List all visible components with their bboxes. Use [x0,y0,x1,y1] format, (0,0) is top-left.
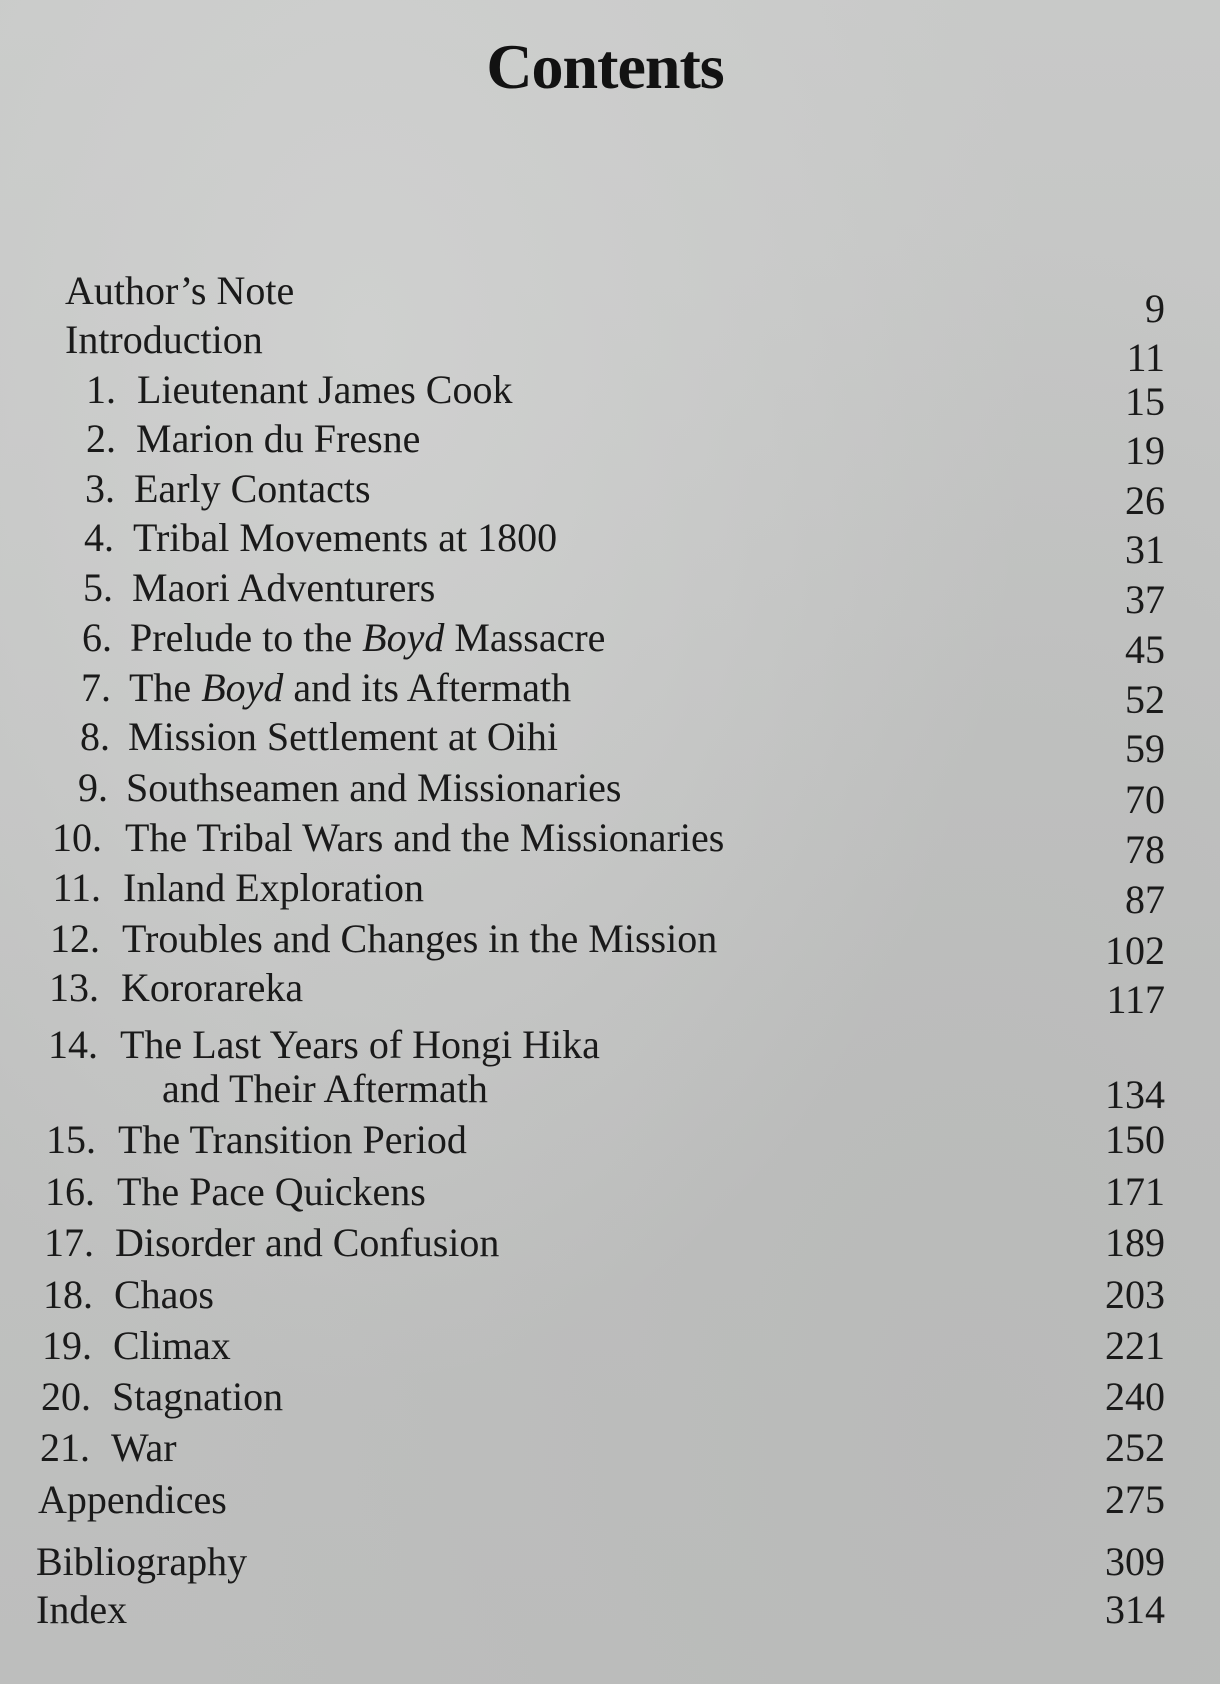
toc-chapter-number: 10. [52,815,102,860]
toc-page-number: 31 [1125,527,1165,572]
toc-page-number: 26 [1125,478,1165,523]
toc-page-number: 134 [1105,1072,1165,1117]
toc-entry-title: Disorder and Confusion [115,1220,500,1265]
toc-entry-chapter-7[interactable] [0,663,1220,722]
toc-entry-title: Inland Exploration [123,865,425,910]
toc-entry-chapter-9[interactable] [0,763,1220,822]
toc-page-number: 45 [1125,627,1165,672]
toc-entry-title: Tribal Movements at 1800 [133,515,558,560]
toc-page-number: 52 [1125,677,1165,722]
toc-chapter-number: 7. [81,665,111,710]
toc-entry-title: Author’s Note [65,268,295,313]
toc-entry-title: Early Contacts [134,466,371,511]
toc-entry-title-part: Prelude to the [130,615,363,660]
toc-chapter-number: 3. [85,466,115,511]
toc-entry-authors-note[interactable] [0,266,1220,331]
toc-entry-chapter-20[interactable] [0,1372,1220,1422]
toc-entry-title: Kororareka [121,965,304,1010]
toc-entry-chapter-17[interactable] [0,1218,1220,1268]
toc-page-number: 59 [1125,726,1165,771]
toc-entry-title-continuation: and Their Aftermath [162,1066,488,1111]
toc-entry-bibliography[interactable] [0,1537,1220,1587]
toc-chapter-number: 1. [86,367,116,412]
toc-entry-chapter-18[interactable] [0,1270,1220,1320]
page-title: Contents [486,31,724,102]
toc-page-number: 189 [1105,1220,1165,1265]
toc-entry-chapter-15[interactable] [0,1115,1220,1165]
toc-page-number: 203 [1105,1272,1165,1317]
toc-entry-title-part: The [129,665,202,710]
toc-entry-title: The Transition Period [118,1117,467,1162]
toc-entry-chapter-12[interactable] [0,914,1220,973]
toc-page-number: 15 [1125,379,1165,424]
toc-entry-title-part: Massacre [444,615,606,660]
toc-chapter-number: 14. [48,1022,98,1067]
toc-entry-title-italic: Boyd [201,665,284,710]
toc-entry-chapter-21[interactable] [0,1423,1220,1473]
toc-chapter-number: 8. [80,714,110,759]
toc-chapter-number: 17. [44,1220,94,1265]
toc-page-number: 117 [1106,977,1165,1022]
toc-page-number: 102 [1105,928,1165,973]
toc-entry-title: Climax [113,1323,231,1368]
toc-entry-chapter-5[interactable] [0,563,1220,622]
toc-chapter-number: 20. [41,1374,91,1419]
toc-page-number: 87 [1125,877,1165,922]
toc-entry-title: Maori Adventurers [132,565,436,610]
toc-chapter-number: 12. [50,916,100,961]
toc-chapter-number: 11. [52,865,101,910]
toc-page-number: 11 [1126,335,1165,380]
toc-entry-title: Appendices [38,1477,227,1522]
toc-entry-chapter-10[interactable] [0,813,1220,872]
toc-entry-chapter-19[interactable] [0,1321,1220,1371]
toc-entry-title: Stagnation [112,1374,284,1419]
toc-page-number: 78 [1125,827,1165,872]
toc-entry-title: Troubles and Changes in the Mission [122,916,718,961]
toc-entry-chapter-8[interactable] [0,712,1220,771]
toc-page-number: 9 [1145,286,1165,331]
toc-entry-title: Lieutenant James Cook [137,367,513,412]
toc-entry-title: Marion du Fresne [136,416,421,461]
toc-entry-index[interactable] [0,1585,1220,1635]
toc-entry-chapter-4[interactable] [0,513,1220,572]
toc-entry-chapter-6[interactable] [0,613,1220,672]
toc-chapter-number: 21. [40,1425,90,1470]
toc-entry-title: Introduction [65,317,263,362]
toc-chapter-number: 4. [84,515,114,560]
toc-chapter-number: 15. [46,1117,96,1162]
toc-entry-title: Chaos [114,1272,214,1317]
toc-page-number: 309 [1105,1539,1165,1584]
toc-entry-title: Mission Settlement at Oihi [128,714,558,759]
toc-entry-chapter-11[interactable] [0,863,1220,922]
toc-chapter-number: 13. [49,965,99,1010]
toc-page-number: 70 [1125,777,1165,822]
toc-page-number: 275 [1105,1477,1165,1522]
toc-entry-title: Southseamen and Missionaries [126,765,622,810]
toc-page-number: 171 [1105,1169,1165,1214]
toc-entry-title: The Last Years of Hongi Hika [120,1022,600,1067]
toc-entry-title: Bibliography [36,1539,248,1584]
toc-entry-title [129,663,571,713]
toc-page-number: 19 [1125,428,1165,473]
toc-entry-title [130,613,605,663]
toc-entry-title-italic: Boyd [362,615,445,660]
toc-chapter-number: 2. [86,416,116,461]
toc-entry-introduction[interactable] [0,315,1220,380]
toc-page-number: 37 [1125,577,1165,622]
toc-entry-chapter-13[interactable] [0,963,1220,1022]
toc-page-number: 252 [1105,1425,1165,1470]
toc-entry-appendices[interactable] [0,1475,1220,1525]
toc-page-number: 221 [1105,1323,1165,1368]
toc-entry-title: War [111,1425,177,1470]
toc-entry-chapter-2[interactable] [0,414,1220,473]
toc-page-number: 240 [1105,1374,1165,1419]
toc-entry-chapter-3[interactable] [0,464,1220,523]
toc-entry-title: The Tribal Wars and the Missionaries [125,815,725,860]
toc-chapter-number: 18. [43,1272,93,1317]
toc-page-number: 314 [1105,1587,1165,1632]
toc-entry-title: The Pace Quickens [117,1169,426,1214]
toc-entry-chapter-14[interactable] [0,1020,1220,1120]
toc-page-number: 150 [1105,1117,1165,1162]
toc-chapter-number: 19. [42,1323,92,1368]
toc-chapter-number: 9. [78,765,108,810]
toc-chapter-number: 5. [83,565,113,610]
toc-entry-chapter-16[interactable] [0,1167,1220,1217]
toc-entry-title-part: and its Aftermath [283,665,572,710]
toc-entry-title: Index [36,1587,128,1632]
toc-chapter-number: 6. [82,615,112,660]
toc-entry-chapter-1[interactable] [0,365,1220,424]
toc-chapter-number: 16. [45,1169,95,1214]
